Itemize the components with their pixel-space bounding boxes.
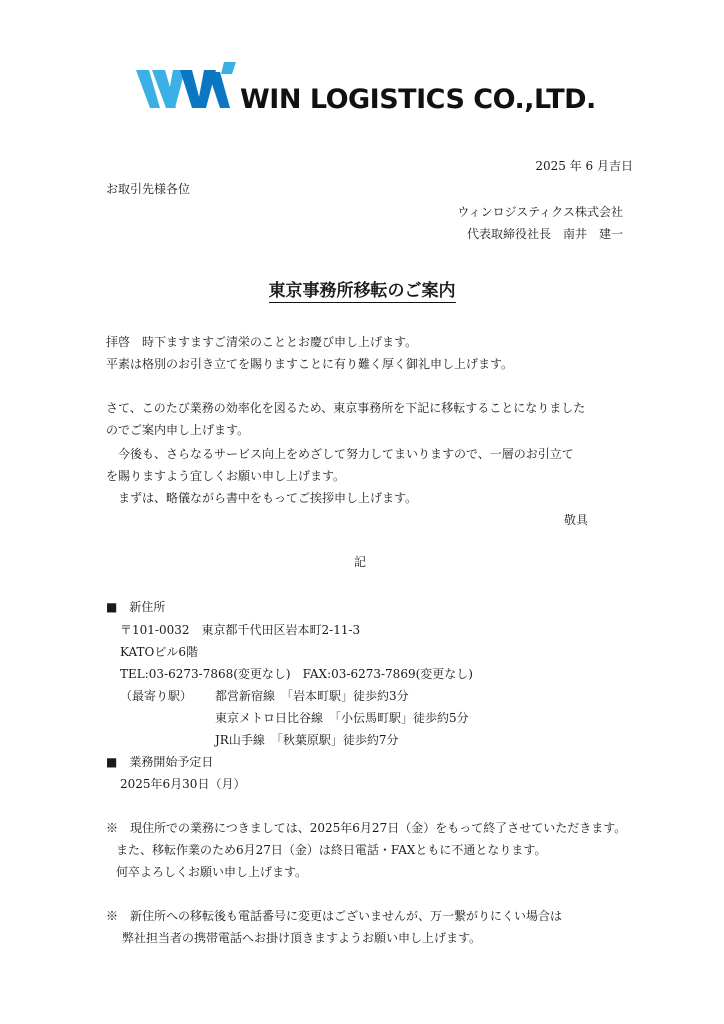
- note2-line-1: ※ 新住所への移転後も電話番号に変更はございませんが、万一繋がりにくい場合は: [106, 909, 563, 923]
- closing-keigu: 敬具: [563, 513, 588, 527]
- nearest-station-label: （最寄り駅）: [120, 689, 193, 703]
- sender-person: 代表取締役社長 南井 建一: [466, 227, 623, 241]
- sender-company: ウィンロジスティクス株式会社: [457, 205, 623, 219]
- para1-line-1: さて、このたび業務の効率化を図るため、東京事務所を下記に移転することになりました: [106, 401, 586, 415]
- building-name: KATOビル6階: [120, 645, 198, 659]
- note1-line-1: ※ 現住所での業務につきましては、2025年6月27日（金）をもって終了させていただきます。: [106, 821, 627, 835]
- company-logo: [136, 62, 616, 122]
- station-1: 都営新宿線 「岩本町駅」徒歩約3分: [215, 689, 409, 703]
- new-address-heading: ■ 新住所: [106, 600, 166, 614]
- note2-line-2: 弊社担当者の携帯電話へお掛け頂きますようお願い申し上げます。: [122, 931, 482, 945]
- phone-fax: TEL:03-6273-7868(変更なし) FAX:03-6273-7869(変更なし): [120, 667, 473, 681]
- ki-marker: 記: [354, 555, 367, 569]
- greeting-line-2: 平素は格別のお引き立てを賜りますことに有り難く厚く御礼申し上げます。: [106, 357, 514, 371]
- para1-line-2: のでご案内申し上げます。: [106, 423, 250, 437]
- company-logo-text: WIN LOGISTICS CO.,LTD.: [240, 84, 596, 115]
- para2-line-2: を賜りますよう宜しくお願い申し上げます。: [106, 469, 346, 483]
- postal-address: 〒101-0032 東京都千代田区岩本町2-11-3: [120, 623, 361, 637]
- win-logo-icon: [136, 62, 236, 116]
- para3: まずは、略儀ながら書中をもってご挨拶申し上げます。: [106, 491, 418, 505]
- start-date: 2025年6月30日（月）: [120, 777, 246, 791]
- recipient: お取引先様各位: [106, 182, 191, 196]
- start-date-heading: ■ 業務開始予定日: [106, 755, 214, 769]
- station-2: 東京メトロ日比谷線 「小伝馬町駅」徒歩約5分: [215, 711, 469, 725]
- greeting-line-1: 拝啓 時下ますますご清栄のこととお慶び申し上げます。: [106, 335, 418, 349]
- note1-line-2: また、移転作業のため6月27日（金）は終日電話・FAXともに不通となります。: [116, 843, 547, 857]
- document-date: 2025 年 6 月吉日: [535, 159, 633, 173]
- para2-line-1: 今後も、さらなるサービス向上をめざして努力してまいりますので、一層のお引立て: [106, 447, 574, 461]
- document-title: 東京事務所移転のご案内: [268, 281, 456, 301]
- station-3: JR山手線 「秋葉原駅」徒歩約7分: [215, 733, 399, 747]
- note1-line-3: 何卒よろしくお願い申し上げます。: [116, 865, 308, 879]
